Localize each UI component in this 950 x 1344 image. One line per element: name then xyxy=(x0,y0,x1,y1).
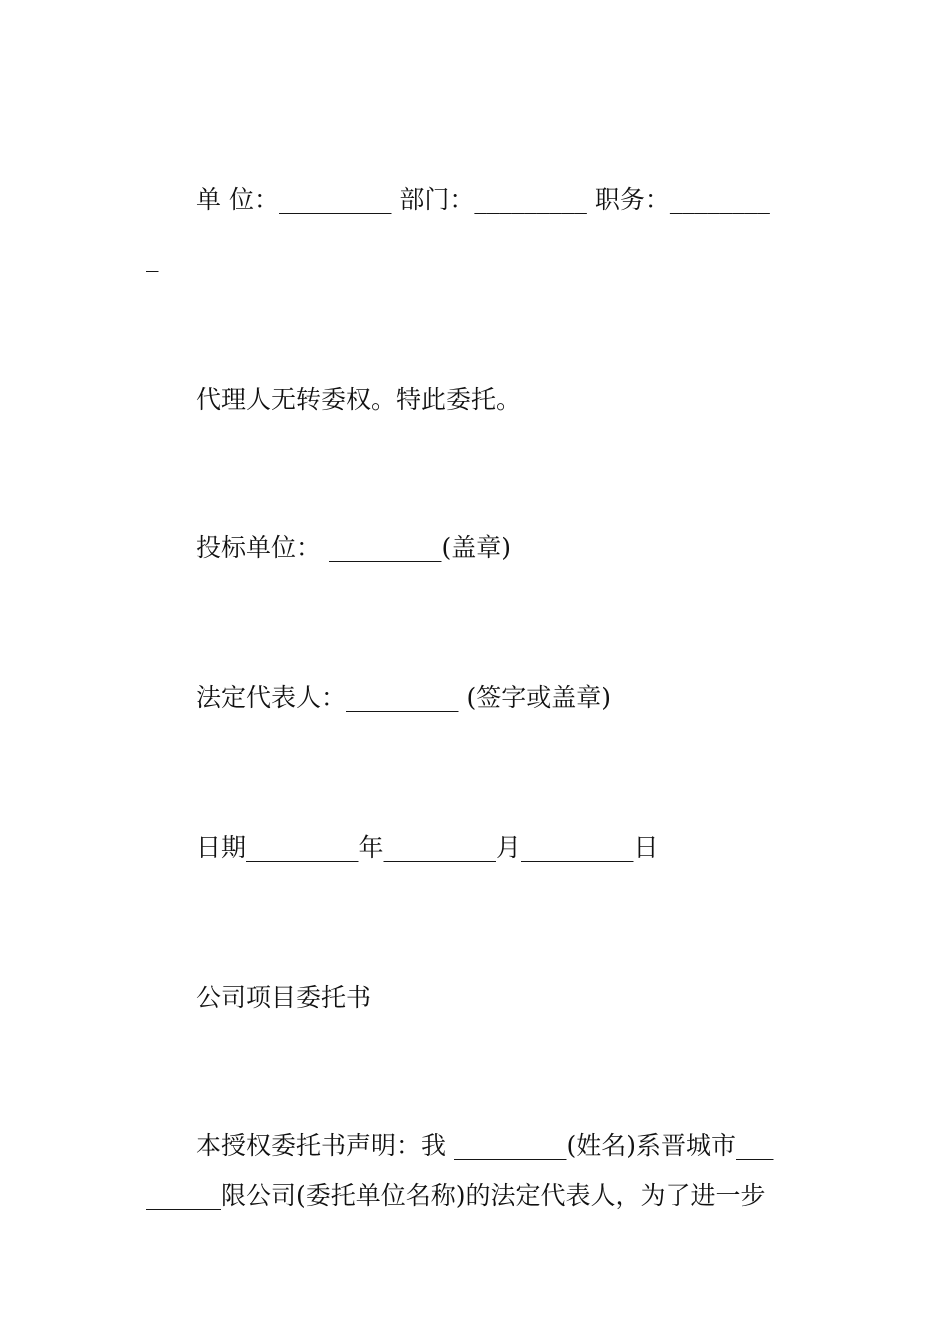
legal-representative-line: 法定代表人：_________ (签字或盖章) xyxy=(196,683,611,712)
section-title: 公司项目委托书 xyxy=(196,983,372,1012)
declaration-paragraph-line-1: 本授权委托书声明：我 _________(姓名)系晋城市___ xyxy=(196,1131,774,1160)
line-continuation: _ xyxy=(146,243,159,272)
bidding-unit-line: 投标单位： _________(盖章) xyxy=(196,533,511,562)
declaration-paragraph-line-2: ______限公司(委托单位名称)的法定代表人，为了进一步 xyxy=(146,1181,766,1210)
date-line: 日期_________年_________月_________日 xyxy=(196,833,659,862)
no-sub-delegation-statement: 代理人无转委权。特此委托。 xyxy=(196,385,522,414)
unit-department-position-line: 单 位：_________ 部门：_________ 职务：________ xyxy=(196,185,770,214)
